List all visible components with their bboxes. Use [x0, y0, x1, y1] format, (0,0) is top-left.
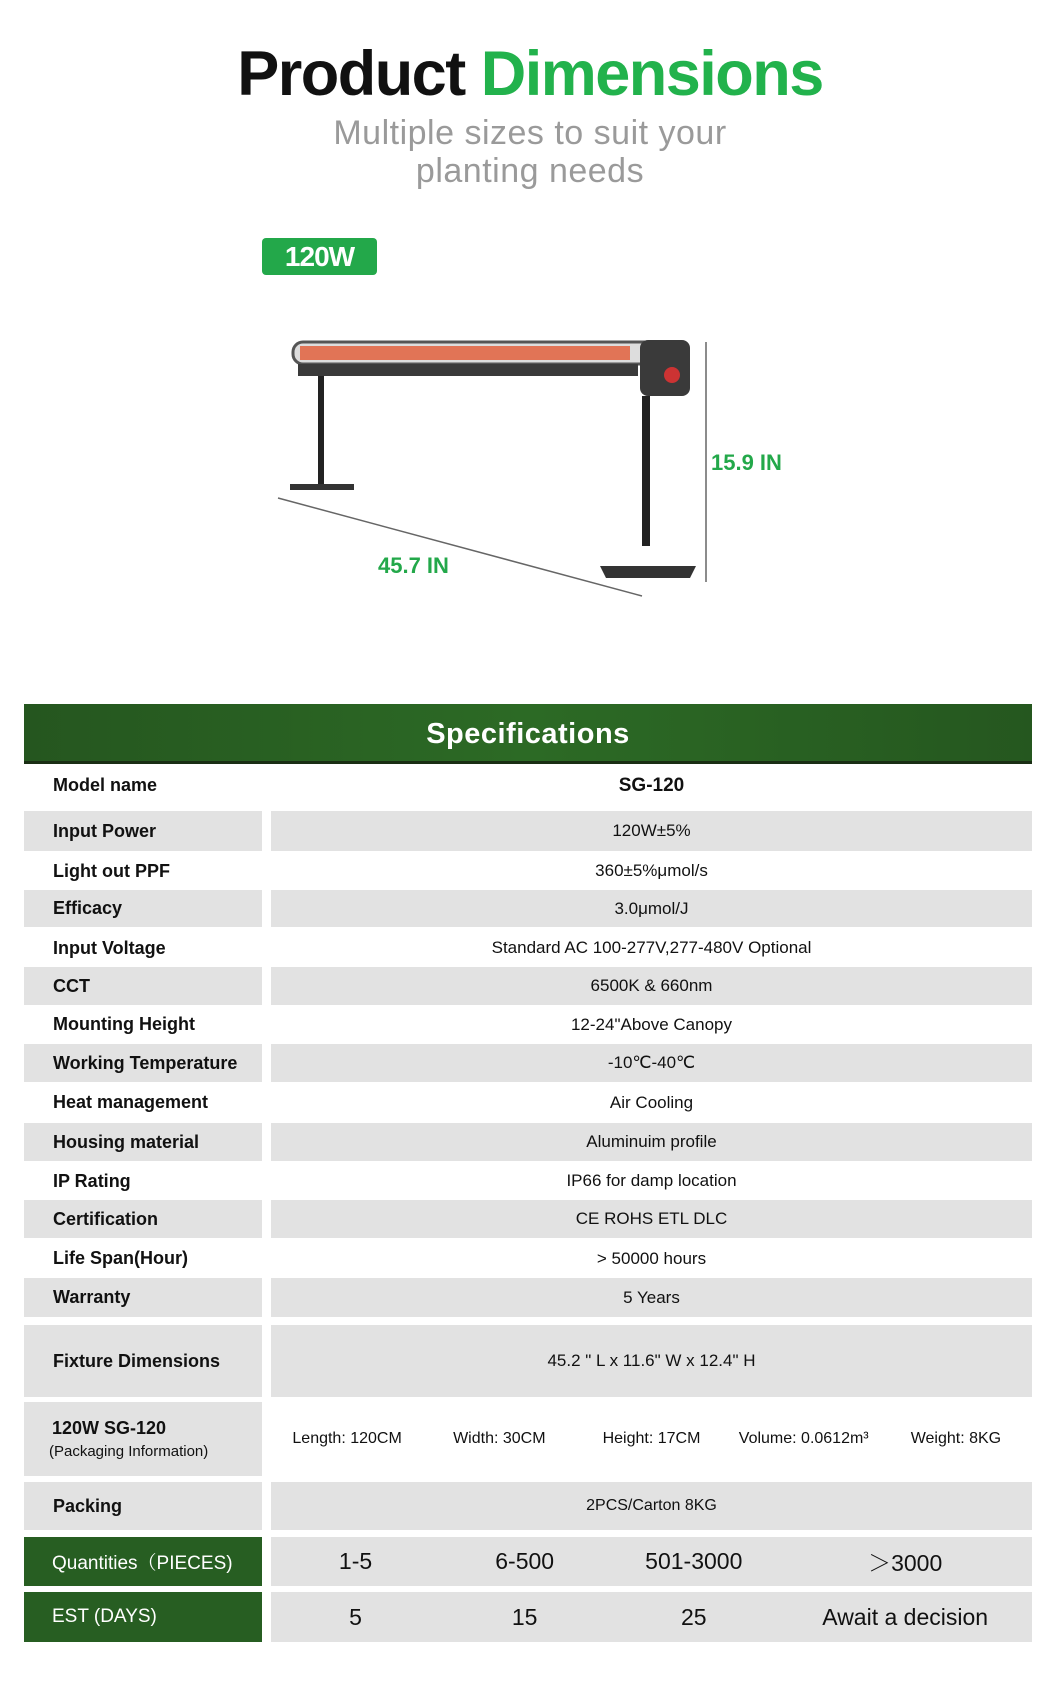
est-days: 5	[349, 1603, 362, 1630]
packaging-height: Height: 17CM	[602, 1430, 701, 1447]
spec-value: 3.0μmol/J	[271, 890, 1032, 927]
quantity-tier: 501-3000	[645, 1548, 743, 1574]
spec-row	[24, 1240, 1032, 1277]
spec-value: 6500K & 660nm	[271, 967, 1032, 1005]
est-label: EST (DAYS)	[24, 1592, 262, 1642]
spec-row	[24, 1325, 1032, 1397]
spec-label: Mounting Height	[53, 1014, 195, 1034]
packaging-volume: Volume: 0.0612m³	[738, 1430, 869, 1447]
spec-label: Housing material	[24, 1123, 262, 1161]
spec-row	[24, 811, 1032, 851]
subtitle-line-1: Multiple sizes to suit your	[333, 114, 727, 152]
spec-row	[24, 765, 1032, 806]
est-days: 25	[680, 1603, 707, 1630]
spec-label: Efficacy	[24, 890, 262, 927]
spec-value: SG-120	[618, 774, 685, 796]
spec-label: Life Span(Hour)	[53, 1248, 188, 1268]
spec-label: CCT	[24, 967, 262, 1005]
spec-label: Fixture Dimensions	[24, 1325, 262, 1397]
packing-row	[24, 1482, 1032, 1530]
fixture-legs	[290, 376, 696, 578]
packaging-row	[24, 1402, 1032, 1476]
length-dimension-label: 45.7 IN	[378, 553, 449, 578]
spec-value: 5 Years	[271, 1278, 1032, 1317]
spec-row	[24, 1163, 1032, 1199]
subtitle	[0, 114, 1060, 190]
spec-label: Heat management	[53, 1092, 209, 1112]
title-dimensions: Dimensions	[480, 39, 823, 109]
spec-row	[24, 1044, 1032, 1082]
spec-row	[24, 1278, 1032, 1317]
packing-value: 2PCS/Carton 8KG	[271, 1482, 1032, 1530]
spec-label: Light out PPF	[53, 860, 170, 881]
spec-value: 120W±5%	[271, 811, 1032, 851]
title-product: Product	[237, 39, 465, 109]
spec-value: IP66 for damp location	[566, 1171, 737, 1190]
specifications-header: Specifications	[24, 704, 1032, 764]
quantities-label: Quantities（PIECES)	[24, 1537, 262, 1586]
spec-value: > 50000 hours	[596, 1248, 707, 1268]
spec-label: Warranty	[24, 1278, 262, 1317]
page-title	[0, 38, 1060, 110]
spec-value: Aluminuim profile	[271, 1123, 1032, 1161]
spec-row	[24, 1084, 1032, 1121]
length-dimension-line	[278, 498, 642, 596]
fixture-bar	[293, 340, 690, 396]
spec-value: 12-24"Above Canopy	[570, 1014, 733, 1034]
quantity-tier: 6-500	[495, 1548, 555, 1574]
spec-label: Input Power	[24, 811, 262, 851]
spec-row	[24, 967, 1032, 1005]
spec-label: Input Voltage	[53, 937, 166, 958]
subtitle-line-2: planting needs	[415, 152, 645, 190]
spec-value: CE ROHS ETL DLC	[271, 1200, 1032, 1238]
est-row	[24, 1592, 1032, 1642]
spec-label: Certification	[24, 1200, 262, 1238]
spec-value: 45.2 " L x 11.6" W x 12.4" H	[271, 1325, 1032, 1397]
spec-label: Model name	[53, 775, 158, 795]
height-dimension-label: 15.9 IN	[711, 450, 782, 475]
spec-value: Standard AC 100-277V,277-480V Optional	[491, 938, 812, 957]
est-days: 15	[511, 1603, 538, 1630]
packaging-weight: Weight: 8KG	[910, 1430, 1002, 1447]
fixture-illustration	[0, 300, 1060, 610]
spec-row	[24, 1200, 1032, 1238]
est-days: Await a decision	[822, 1603, 989, 1630]
spec-row	[24, 853, 1032, 889]
spec-row	[24, 890, 1032, 927]
packing-label: Packing	[24, 1482, 262, 1530]
packaging-label: 120W SG-120	[52, 1418, 167, 1438]
spec-row	[24, 1123, 1032, 1161]
spec-value: 360±5%μmol/s	[595, 861, 708, 880]
quantities-row	[24, 1537, 1032, 1586]
spec-label: IP Rating	[53, 1170, 131, 1191]
spec-value: Air Cooling	[609, 1092, 694, 1112]
quantity-tier: 1-5	[338, 1548, 373, 1574]
packaging-width: Width: 30CM	[453, 1430, 546, 1447]
spec-value: -10℃-40℃	[271, 1044, 1032, 1082]
packaging-sublabel: (Packaging Information)	[49, 1443, 209, 1460]
quantity-tier: ＞3000	[868, 1550, 943, 1576]
spec-row	[24, 930, 1032, 966]
spec-label: Working Temperature	[24, 1044, 262, 1082]
packaging-length: Length: 120CM	[292, 1430, 402, 1447]
spec-row	[24, 1007, 1032, 1042]
wattage-badge: 120W	[262, 238, 377, 275]
